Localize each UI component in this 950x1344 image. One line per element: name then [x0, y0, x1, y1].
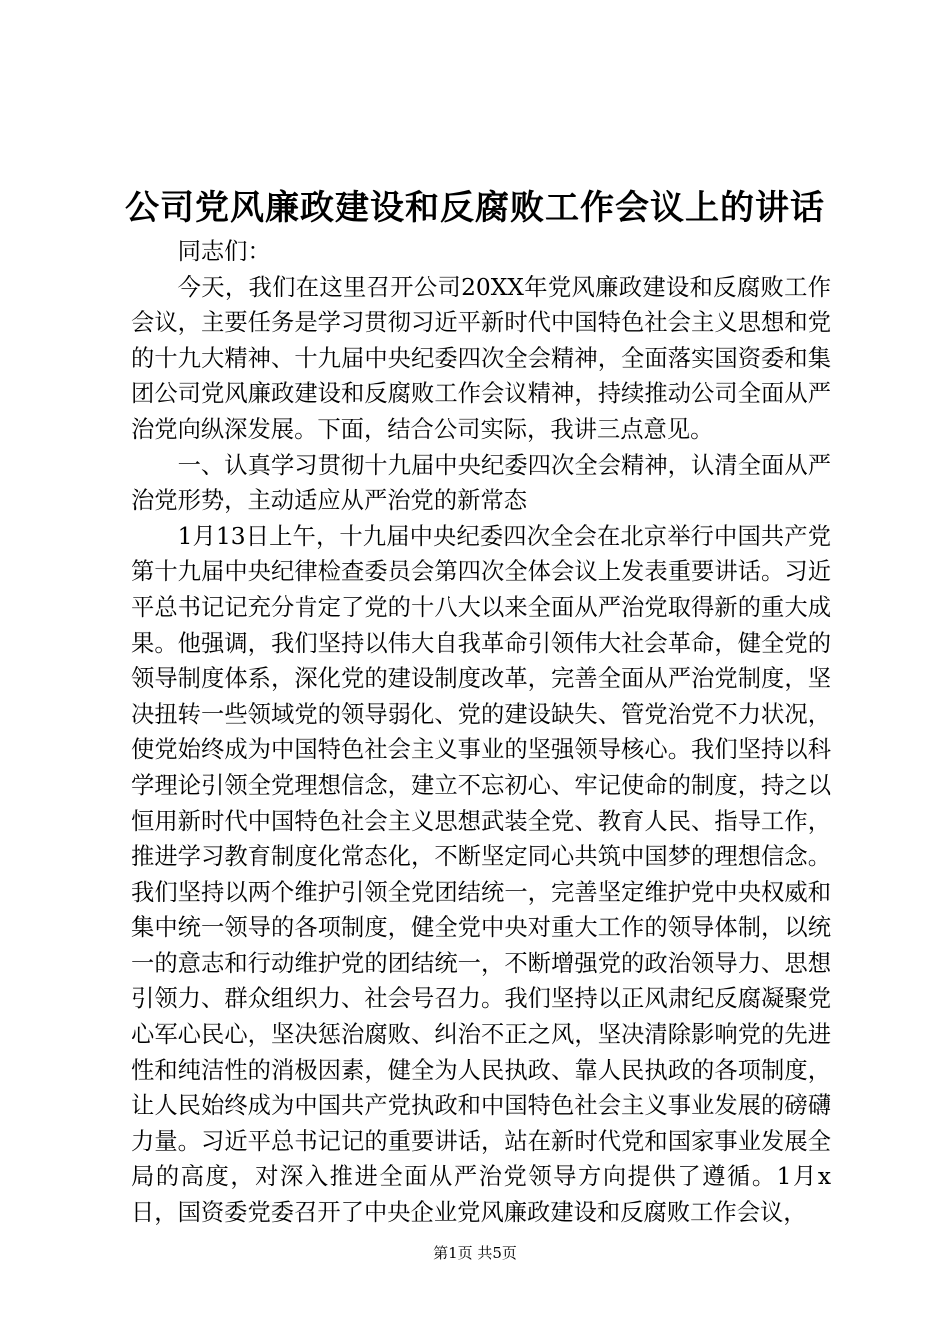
section-heading: 一、认真学习贯彻十九届中央纪委四次全会精神，认清全面从严治党形势，主动适应从严治党的新常态: [131, 451, 831, 515]
salutation: 同志们：: [177, 238, 271, 265]
document-body: [131, 234, 831, 1231]
page-number: 第1页 共5页: [433, 1244, 517, 1262]
document-title: 公司党风廉政建设和反腐败工作会议上的讲话: [125, 188, 825, 228]
body-paragraph: 今天，我们在这里召开公司20XX年党风廉政建设和反腐败工作会议，主要任务是学习贯彻习近平新时代中国特色社会主义思想和党的十九大精神、十九届中央纪委四次全会精神，全面落实国资委和集团公司党风廉政建设和反腐败工作会议精神，持续推动公司全面从严治党向纵深发展。下面，结合公司实际，我讲三点意见。: [131, 273, 831, 443]
body-paragraph: 1月13日上午，十九届中央纪委四次全会在北京举行中国共产党第十九届中央纪律检查委员会第四次全体会议上发表重要讲话。习近平总书记记充分肯定了党的十八大以来全面从严治党取得新的重大成果。他强调，我们坚持以伟大自我革命引领伟大社会革命，健全党的领导制度体系，深化党的建设制度改革，完善全面从严治党制度，坚决扭转一些领域党的领导弱化、党的建设缺失、管党治党不力状况，使党始终成为中国特色社会主义事业的坚强领导核心。我们坚持以科学理论引领全党理想信念，建立不忘初心、牢记使命的制度，持之以恒用新时代中国特色社会主义思想武装全党、教育人民、指导工作，推进学习教育制度化常态化，不断坚定同心共筑中国梦的理想信念。我们坚持以两个维护引领全党团结统一，完善坚定维护党中央权威和集中统一领导的各项制度，健全党中央对重大工作的领导体制，以统一的意志和行动维护党的团结统一，不断增强党的政治领导力、思想引领力、群众组织力、社会号召力。我们坚持以正风肃纪反腐凝聚党心军心民心，坚决惩治腐败、纠治不正之风，坚决清除影响党的先进性和纯洁性的消极因素，健全为人民执政、靠人民执政的各项制度，让人民始终成为中国共产党执政和中国特色社会主义事业发展的磅礴力量。习近平总书记记的重要讲话，站在新时代党和国家事业发展全局的高度，对深入推进全面从严治党领导方向提供了遵循。1月x日，国资委党委召开了中央企业党风廉政建设和反腐败工作会议，: [131, 522, 831, 1227]
